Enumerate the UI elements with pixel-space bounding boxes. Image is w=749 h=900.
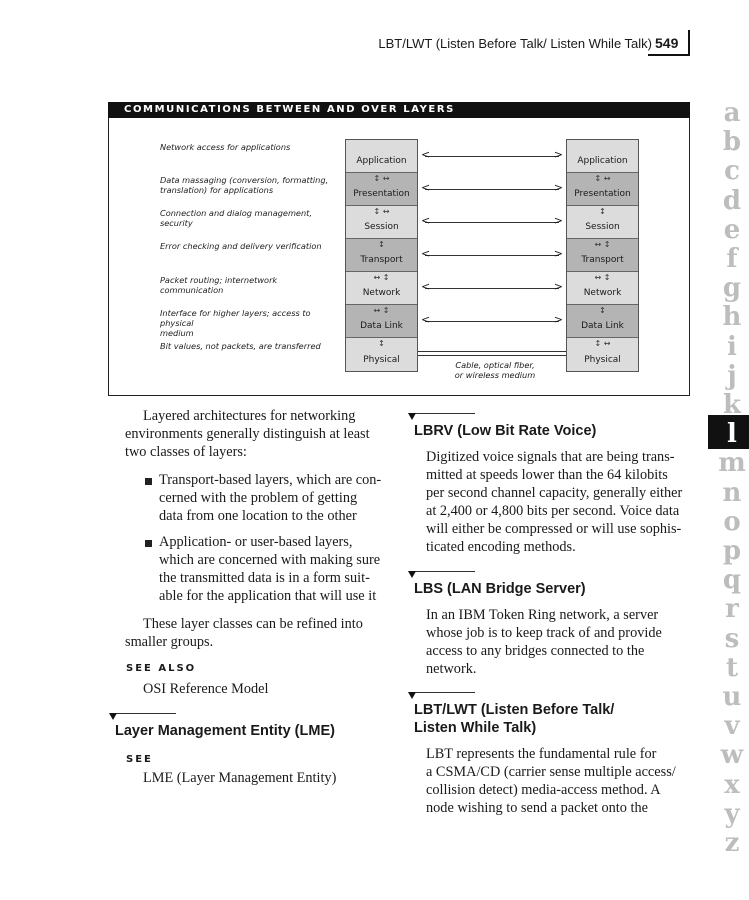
physical-cable-line <box>418 351 566 356</box>
layer-box: ↕ ↔ Physical <box>567 338 638 371</box>
thumb-letter-y: y <box>724 798 740 829</box>
figure-description: Network access for applications <box>160 142 291 152</box>
layer-connector-arrow <box>425 222 559 223</box>
entry-marker-icon <box>408 692 416 699</box>
layer-box: ↔ ↕ Data Link <box>346 305 417 338</box>
thumb-letter-z: z <box>724 828 740 858</box>
entry-rule <box>411 413 475 414</box>
header-rule-vertical <box>688 30 690 56</box>
entry-marker-icon <box>408 571 416 578</box>
thumb-letter-e: e <box>723 214 741 245</box>
figure-description: Interface for higher layers; access to physical medium <box>160 308 311 338</box>
page-number: 549 <box>655 35 679 51</box>
intro-paragraph: Layered architectures for networking environments generally distinguish at least two classes of layers: <box>125 408 370 460</box>
bullet-item: Application- or user-based layers, which are concerned with making sure the transmitted data is in a form suit- able for the application that will use it <box>159 534 381 604</box>
thumb-letter-j: j <box>727 360 737 391</box>
figure-description: Connection and dialog management, security <box>160 208 312 228</box>
entry-rule <box>411 571 475 572</box>
layer-box: ↔ ↕ Transport <box>567 239 638 272</box>
thumb-letter-p: p <box>722 536 742 566</box>
figure-title: COMMUNICATIONS BETWEEN AND OVER LAYERS <box>108 102 690 118</box>
entry-heading-lbt: LBT/LWT (Listen Before Talk/ Listen While Talk) <box>414 702 615 736</box>
entry-body-lbrv: Digitized voice signals that are being trans- mitted at speeds lower than the 64 kilobits per second channel capacity, generally either at 2,400 or 4,800 bits per second. Voice data will either be compressed or will use sophis- ticated encoding methods. <box>426 449 683 555</box>
thumb-letter-a: a <box>723 98 741 128</box>
thumb-letter-q: q <box>722 565 742 596</box>
layer-stack-right <box>566 139 639 372</box>
layer-box: Application <box>567 140 638 173</box>
figure-description: Error checking and delivery verification <box>160 241 322 251</box>
thumb-letter-k: k <box>722 390 741 420</box>
thumb-letter-n: n <box>722 477 742 508</box>
thumb-letter-o: o <box>723 506 741 537</box>
layer-box: ↕ ↔ Session <box>346 206 417 239</box>
thumb-letter-l: l <box>727 419 737 450</box>
layer-box: Application <box>346 140 417 173</box>
layer-box: ↔ ↕ Network <box>346 272 417 305</box>
layer-box: ↕ Session <box>567 206 638 239</box>
layer-connector-arrow <box>425 156 559 157</box>
running-head: LBT/LWT (Listen Before Talk/ Listen While Talk) <box>378 36 652 51</box>
layer-box: ↕ Physical <box>346 338 417 371</box>
figure-description: Packet routing; internetwork communication <box>160 275 278 295</box>
thumb-letter-u: u <box>722 682 742 712</box>
thumb-letter-b: b <box>722 127 742 158</box>
thumb-letter-g: g <box>722 273 742 304</box>
thumb-letter-w: w <box>720 740 744 771</box>
entry-heading-lbs: LBS (LAN Bridge Server) <box>414 581 586 597</box>
thumb-letter-v: v <box>724 711 740 742</box>
thumb-letter-f: f <box>726 244 738 274</box>
layer-connector-arrow <box>425 321 559 322</box>
layer-box: ↕ ↔ Presentation <box>567 173 638 206</box>
layer-box: ↕ Transport <box>346 239 417 272</box>
see-label: SEE <box>126 754 153 765</box>
figure-description: Data massaging (conversion, formatting, translation) for applications <box>160 175 329 195</box>
thumb-letter-h: h <box>722 302 742 333</box>
bullet-icon <box>145 540 152 547</box>
layer-box: ↕ ↔ Presentation <box>346 173 417 206</box>
thumb-letter-r: r <box>725 594 739 625</box>
thumb-letter-t: t <box>725 652 738 683</box>
entry-body-lbs: In an IBM Token Ring network, a server whose job is to keep track of and provide access to any bridges connected to the network. <box>426 607 662 677</box>
entry-rule <box>112 713 176 714</box>
entry-rule <box>411 692 475 693</box>
thumb-letter-c: c <box>724 156 740 187</box>
thumb-letter-s: s <box>724 623 740 654</box>
layer-connector-arrow <box>425 255 559 256</box>
header-rule-horizontal <box>648 54 690 56</box>
thumb-letter-d: d <box>722 185 742 216</box>
layer-connector-arrow <box>425 189 559 190</box>
entry-heading-lbrv: LBRV (Low Bit Rate Voice) <box>414 423 597 439</box>
layer-box: ↔ ↕ Network <box>567 272 638 305</box>
refine-paragraph: These layer classes can be refined into smaller groups. <box>125 616 363 650</box>
bullet-item: Transport-based layers, which are con- cerned with the problem of getting data from one location to the other <box>159 472 382 524</box>
see-reference: LME (Layer Management Entity) <box>143 770 337 786</box>
cable-caption: Cable, optical fiber, or wireless medium <box>454 360 536 380</box>
entry-marker-icon <box>408 413 416 420</box>
thumb-letter-x: x <box>724 769 740 800</box>
entry-heading-lme: Layer Management Entity (LME) <box>115 723 335 739</box>
see-also-reference: OSI Reference Model <box>143 681 269 697</box>
layer-stack-left <box>345 139 418 372</box>
thumb-letter-m: m <box>718 448 746 479</box>
bullet-icon <box>145 478 152 485</box>
entry-body-lbt: LBT represents the fundamental rule for a CSMA/CD (carrier sense multiple access/ collision detect) media-access method. A node wishing to send a packet onto the <box>426 746 676 816</box>
see-also-label: SEE ALSO <box>126 663 197 674</box>
figure-description: Bit values, not packets, are transferred <box>160 341 321 351</box>
thumb-letter-i: i <box>727 331 737 362</box>
layer-box: ↕ Data Link <box>567 305 638 338</box>
entry-marker-icon <box>109 713 117 720</box>
layer-connector-arrow <box>425 288 559 289</box>
